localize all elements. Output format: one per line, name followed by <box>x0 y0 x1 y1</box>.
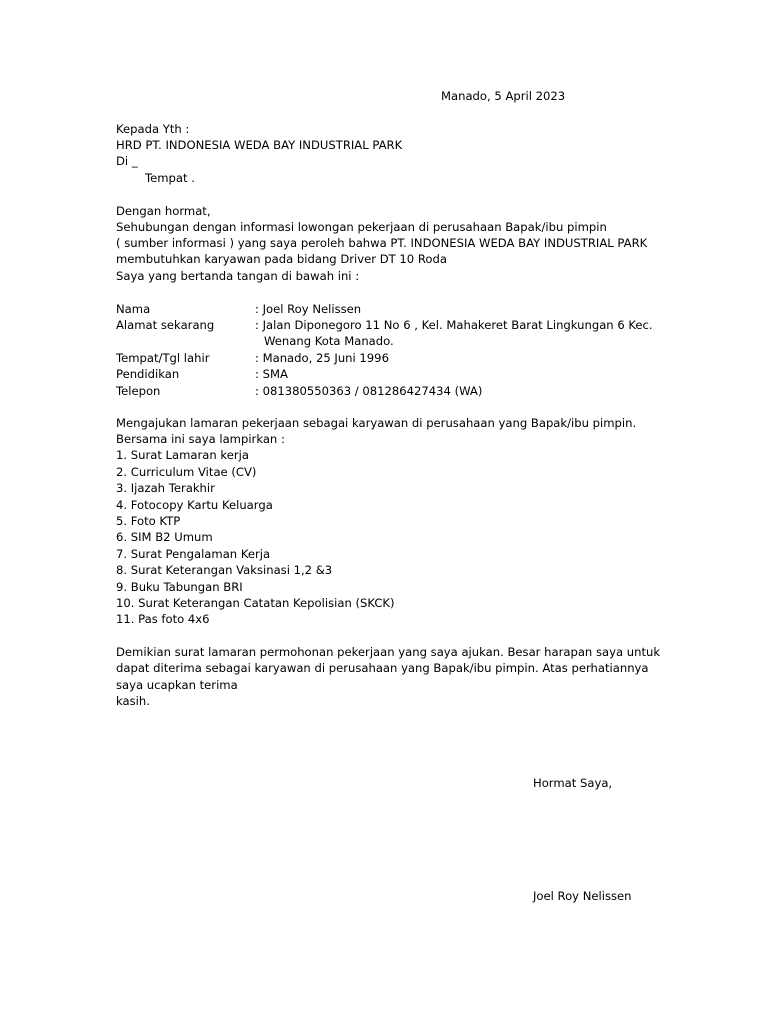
letter-place-date: Manado, 5 April 2023 <box>441 89 566 103</box>
identity-birth-value: : Manado, 25 Juni 1996 <box>255 351 389 365</box>
identity-phone-value: : 081380550363 / 081286427434 (WA) <box>255 384 483 398</box>
identity-education-value: : SMA <box>255 367 288 381</box>
identity-name-label: Nama <box>116 302 151 316</box>
greeting: Dengan hormat, <box>116 204 211 218</box>
attachment-item: 7. Surat Pengalaman Kerja <box>116 547 271 561</box>
intro-line-1: Sehubungan dengan informasi lowongan pekerjaan di perusahaan Bapak/ibu pimpin <box>116 220 607 234</box>
identity-name-value: : Joel Roy Nelissen <box>255 302 362 316</box>
closing-line-1: Demikian surat lamaran permohonan pekerjaan yang saya ajukan. Besar harapan saya untuk <box>116 645 661 659</box>
signoff: Hormat Saya, <box>533 776 613 790</box>
attachment-item: 8. Surat Keterangan Vaksinasi 1,2 &3 <box>116 563 333 577</box>
recipient-line-2: HRD PT. INDONESIA WEDA BAY INDUSTRIAL PARK <box>116 138 403 152</box>
attachment-item: 9. Buku Tabungan BRI <box>116 580 243 594</box>
attachment-item: 3. Ijazah Terakhir <box>116 481 215 495</box>
attachment-item: 11. Pas foto 4x6 <box>116 612 210 626</box>
recipient-line-3: Di _ <box>116 154 138 168</box>
attachment-item: 6. SIM B2 Umum <box>116 530 213 544</box>
signature-name: Joel Roy Nelissen <box>533 889 632 903</box>
attachment-item: 5. Foto KTP <box>116 514 181 528</box>
intro-line-4: Saya yang bertanda tangan di bawah ini : <box>116 269 360 283</box>
attachment-item: 2. Curriculum Vitae (CV) <box>116 465 257 479</box>
intro-line-2: ( sumber informasi ) yang saya peroleh bahwa PT. INDONESIA WEDA BAY INDUSTRIAL PARK <box>116 236 648 250</box>
identity-education-label: Pendidikan <box>116 367 180 381</box>
closing-line-4: kasih. <box>116 694 150 708</box>
identity-birth-label: Tempat/Tgl lahir <box>116 351 210 365</box>
recipient-line-1: Kepada Yth : <box>116 122 190 136</box>
closing-line-3: saya ucapkan terima <box>116 678 238 692</box>
identity-phone-label: Telepon <box>116 384 161 398</box>
closing-line-2: dapat diterima sebagai karyawan di perusahaan yang Bapak/ibu pimpin. Atas perhatiannya <box>116 661 649 675</box>
identity-address-value: : Jalan Diponegoro 11 No 6 , Kel. Mahakeret Barat Lingkungan 6 Kec. <box>255 318 653 332</box>
recipient-line-4: Tempat . <box>145 171 195 185</box>
attachment-item: 4. Fotocopy Kartu Keluarga <box>116 498 273 512</box>
intro-line-3: membutuhkan karyawan pada bidang Driver DT 10 Roda <box>116 252 447 266</box>
attachment-item: 10. Surat Keterangan Catatan Kepolisian (SKCK) <box>116 596 395 610</box>
application-statement: Mengajukan lamaran pekerjaan sebagai karyawan di perusahaan yang Bapak/ibu pimpin. <box>116 416 637 430</box>
attachments-intro: Bersama ini saya lampirkan : <box>116 432 285 446</box>
identity-address-label: Alamat sekarang <box>116 318 215 332</box>
identity-address-continuation: Wenang Kota Manado. <box>264 334 394 348</box>
attachment-item: 1. Surat Lamaran kerja <box>116 448 249 462</box>
